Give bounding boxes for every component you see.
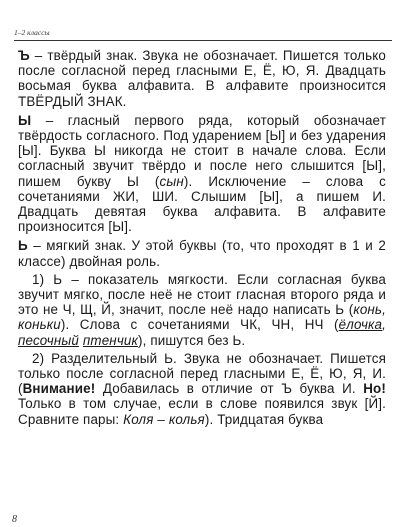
hard-sign-text: – твёрдый знак. Звука не обозначает. Пишется только после согласной перед гласными Е, Ё, Ю, Я. Двадцать восьмая буква алфавита. В алфавите произносится ТВЁРДЫЙ ЗНАК. [18, 48, 386, 109]
page-number: 8 [12, 514, 17, 525]
y-letter-symbol: Ы [18, 112, 32, 128]
role-2-text-4: ). Тридцатая буква [204, 411, 324, 427]
role-2-text-2: Добавилась в отличие от Ъ буква И. [95, 381, 364, 397]
y-letter-text-1: – гласный первого ряда, который обозначает твёрдость согласного. Под ударением [Ы] и без ударения [Ы]. Буква Ы никогда не стоит в начале слова. Если согласный звучит твёрдо и после него слышится [Ы], пишем букву Ы ( [18, 112, 386, 189]
hard-sign-paragraph [18, 48, 386, 109]
role-1-examples: конь, коньки [18, 302, 386, 333]
grade-header: 1–2 классы [14, 28, 50, 37]
soft-sign-text: – мягкий знак. У этой буквы (то, что проходят в 1 и 2 классе) двойная роль. [18, 238, 386, 269]
role-1-example-c: птенчик [82, 332, 138, 348]
page-content [18, 48, 386, 430]
role-1-example-b: песочный [18, 332, 80, 348]
soft-sign-symbol: Ь [18, 238, 28, 254]
role-1-paragraph [18, 272, 386, 348]
role-2-text-1: 2) Разделительный Ь. Звука не обозначает. Пишется только после согласной перед гласными Е, Ё, Ю, Я, И. ( [18, 350, 386, 397]
role-1-example-sep-1: , [382, 317, 386, 333]
role-1-text-3: ), пишутся без Ь. [137, 332, 246, 348]
role-1-example-a: ёлочка [338, 317, 383, 333]
hard-sign-symbol: Ъ [18, 48, 30, 63]
role-1-text-1: 1) Ь – показатель мягкости. Если согласная буква звучит мягко, после неё не стоит гласная второго ряда и это не Ч, Щ, Й, значит, после неё надо написать Ь ( [18, 271, 386, 318]
y-letter-paragraph [18, 113, 386, 235]
role-2-text-3: Только в том случае, если в слове появился звук [Й]. Сравните пары: [18, 396, 386, 427]
attention-label: Внимание! [22, 381, 96, 397]
soft-sign-paragraph [18, 238, 386, 268]
role-2-paragraph [18, 351, 386, 427]
header-divider [14, 40, 392, 41]
y-letter-text-2: ). Исключение – слова с сочетаниями ЖИ, ШИ. Слышим [Ы], а пишем И. Двадцать девятая буква алфавита. В алфавите произносится [Ы]. [18, 173, 386, 235]
but-label: Но! [363, 381, 386, 397]
y-letter-example: сын [159, 173, 184, 189]
role-1-text-2: ). Слова с сочетаниями ЧК, ЧН, НЧ ( [60, 317, 339, 333]
compare-pair: Коля – колья [123, 411, 205, 427]
